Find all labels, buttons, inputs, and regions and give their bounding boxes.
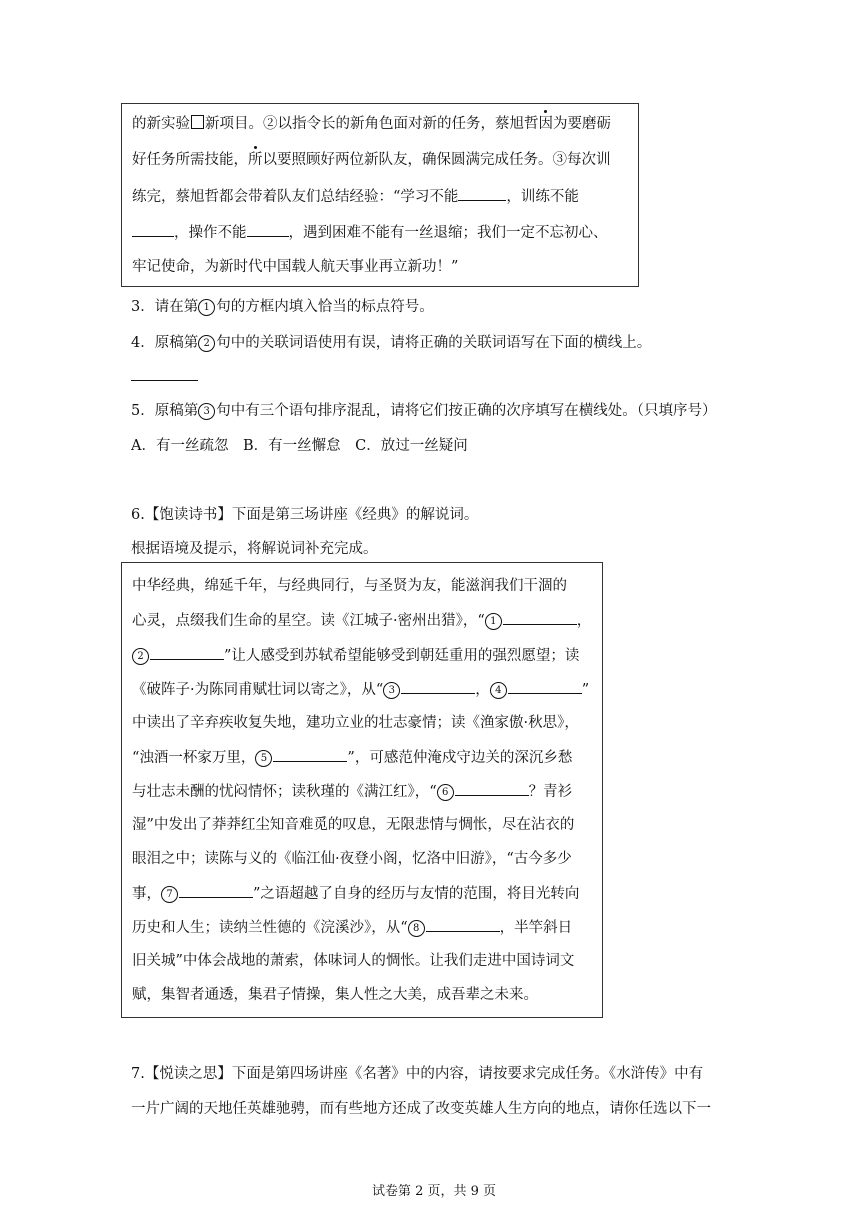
text: 句的方框内填入恰当的标点符号。 bbox=[216, 299, 434, 315]
text: “浊酒一杯家万里， bbox=[132, 750, 256, 766]
text: 历史和人生；读纳兰性德的《浣溪沙》，从“ bbox=[132, 920, 408, 936]
circled-number: 2 bbox=[198, 335, 215, 352]
emphasis-char: 因 bbox=[538, 116, 553, 132]
answer-line[interactable] bbox=[131, 380, 198, 381]
circled-number: 4 bbox=[490, 682, 507, 699]
question-3 bbox=[131, 295, 434, 316]
punctuation-box[interactable] bbox=[191, 115, 204, 129]
sentence-number: ③ bbox=[552, 152, 567, 168]
circled-number: 1 bbox=[198, 299, 215, 316]
text: 为要磨砺 bbox=[553, 116, 611, 132]
text: ，遇到困难不能有一丝退缩；我们一定不忘初心、 bbox=[288, 225, 608, 241]
question-7-line2: 一片广阔的天地任英雄驰骋，而有些地方还成了改变英雄人生方向的地点，请你任选以下一 bbox=[131, 1101, 711, 1117]
circled-number: 6 bbox=[437, 784, 454, 801]
page-footer: 试卷第 2 页，共 9 页 bbox=[371, 1184, 497, 1199]
p2-line: 眼泪之中；读陈与义的《临江仙·夜登小阁，忆洛中旧游》，“古今多少 bbox=[132, 851, 572, 867]
circled-number: 8 bbox=[408, 920, 425, 937]
circled-number: 3 bbox=[383, 682, 400, 699]
text: 句中有三个语句排序混乱，请将它们按正确的次序填写在横线处。（只填序号） bbox=[216, 403, 717, 419]
question-6-instruction: 根据语境及提示，将解说词补充完成。 bbox=[131, 541, 378, 557]
text: 新项目。 bbox=[205, 116, 263, 132]
blank-line[interactable] bbox=[455, 781, 529, 796]
text: 句中的关联词语使用有误，请将正确的关联词语写在下面的横线上。 bbox=[216, 335, 652, 351]
passage-box-2 bbox=[121, 562, 603, 1018]
blank-line[interactable] bbox=[247, 222, 289, 237]
blank-line[interactable] bbox=[273, 747, 347, 762]
circled-number: 2 bbox=[132, 648, 149, 665]
p2-line bbox=[132, 679, 589, 700]
question-5 bbox=[131, 399, 716, 420]
blank-line[interactable] bbox=[426, 917, 500, 932]
text: 好任务所需技能， bbox=[132, 152, 248, 168]
text: 心灵，点缀我们生命的星空。读《江城子·密州出猎》，“ bbox=[132, 613, 485, 629]
passage1-line2 bbox=[132, 150, 611, 170]
p2-line: 旧关城”中体会战地的萧索，体味词人的惆怅。让我们走进中国诗词文 bbox=[132, 953, 575, 969]
blank-line[interactable] bbox=[179, 883, 253, 898]
text: ？青衫 bbox=[528, 784, 573, 800]
blank-line[interactable] bbox=[132, 222, 174, 237]
text: 事， bbox=[132, 886, 161, 902]
text: 4．原稿第 bbox=[131, 335, 199, 351]
p2-line bbox=[132, 883, 579, 904]
text: ”让人感受到苏轼希望能够受到朝廷重用的强烈愿望；读 bbox=[224, 648, 580, 664]
text: 5．原稿第 bbox=[131, 403, 199, 419]
text: 以要照顾好两位新队友，确保圆满完成任务。 bbox=[262, 152, 553, 168]
blank-line[interactable] bbox=[150, 645, 224, 660]
text: ”，可感范仲淹戍守边关的深沉乡愁 bbox=[347, 750, 573, 766]
text: ， bbox=[576, 613, 592, 629]
text: 与壮志未酬的忧闷情怀；读秋瑾的《满江红》，“ bbox=[132, 784, 437, 800]
p2-line: 赋，集智者通透，集君子情操，集人性之大美，成吾辈之未来。 bbox=[132, 987, 538, 1003]
text: 的新实验 bbox=[132, 116, 190, 132]
p2-line bbox=[132, 781, 572, 802]
question-5-options: A．有一丝疏忽 B．有一丝懈怠 C．放过一丝疑问 bbox=[131, 438, 468, 454]
p2-line bbox=[132, 610, 591, 631]
emphasis-char: 所 bbox=[248, 152, 263, 168]
question-7-line1: 7.【悦读之思】下面是第四场讲座《名著》中的内容，请按要求完成任务。《水浒传》中有 bbox=[131, 1066, 704, 1082]
p2-line bbox=[132, 645, 579, 666]
question-6-title: 6.【饱读诗书】下面是第三场讲座《经典》的解说词。 bbox=[131, 507, 479, 523]
passage1-line4 bbox=[132, 222, 608, 243]
p2-line: 中读出了辛弃疾收复失地，建功立业的壮志豪情；读《渔家傲·秋思》， bbox=[132, 715, 579, 731]
sentence-number: ② bbox=[263, 116, 278, 132]
text: 每次训 bbox=[567, 152, 611, 168]
p2-line: 中华经典，绵延千年，与经典同行，与圣贤为友，能滋润我们干涸的 bbox=[132, 578, 567, 594]
p2-line bbox=[132, 747, 572, 768]
text: ，训练不能 bbox=[506, 189, 579, 205]
text: ，操作不能 bbox=[174, 225, 247, 241]
question-4 bbox=[131, 331, 651, 352]
blank-line[interactable] bbox=[401, 679, 475, 694]
passage1-line3 bbox=[132, 186, 579, 207]
text: ” bbox=[581, 682, 590, 698]
circled-number: 5 bbox=[255, 750, 272, 767]
p2-line bbox=[132, 917, 572, 938]
text: 以指令长的新角色面对新的任务，蔡旭哲 bbox=[277, 116, 539, 132]
text: ，半竿斜日 bbox=[499, 920, 573, 936]
text: 3．请在第 bbox=[131, 299, 199, 315]
text: 《破阵子·为陈同甫赋壮词以寄之》，从“ bbox=[132, 682, 384, 698]
circled-number: 3 bbox=[198, 403, 215, 420]
text: 练完，蔡旭哲都会带着队友们总结经验：“学习不能 bbox=[132, 189, 459, 205]
circled-number: 1 bbox=[485, 613, 502, 630]
circled-number: 7 bbox=[161, 886, 178, 903]
passage1-line5: 牢记使命，为新时代中国载人航天事业再立新功！” bbox=[132, 259, 459, 275]
p2-line: 湿”中发出了莽莽红尘知音难觅的叹息，无限悲情与惆怅，尽在沾衣的 bbox=[132, 817, 575, 833]
blank-line[interactable] bbox=[458, 186, 506, 201]
passage1-line1 bbox=[132, 114, 611, 134]
text: ”之语超越了自身的经历与友情的范围，将目光转向 bbox=[253, 886, 580, 902]
blank-line[interactable] bbox=[503, 610, 577, 625]
passage-box-1 bbox=[121, 103, 639, 287]
blank-line[interactable] bbox=[508, 679, 582, 694]
text: ， bbox=[475, 682, 490, 698]
